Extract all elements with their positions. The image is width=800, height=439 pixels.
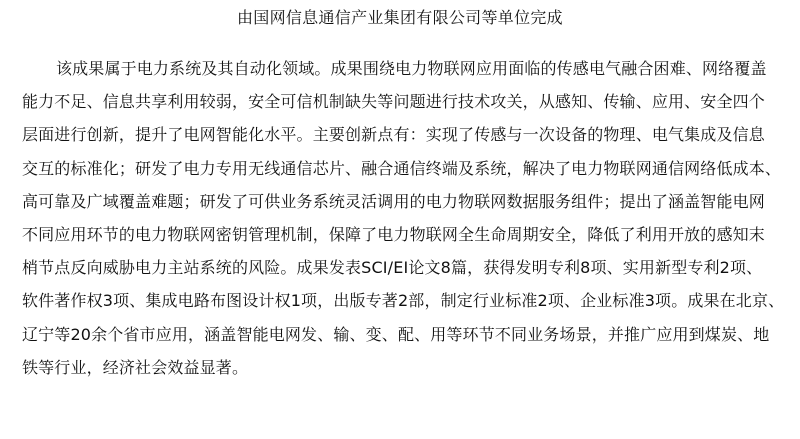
paragraph-line: 层面进行创新，提升了电网智能化水平。主要创新点有：实现了传感与一次设备的物理、电气集成及信息 <box>22 125 765 145</box>
document-title: 由国网信息通信产业集团有限公司等单位完成 <box>236 8 563 27</box>
document-body <box>22 52 785 384</box>
paragraph-line: 辽宁等20余个省市应用，涵盖智能电网发、输、变、配、用等环节不同业务场景，并推广应用到煤炭、地 <box>22 324 770 344</box>
paragraph-line: 能力不足、信息共享利用较弱，安全可信机制缺失等问题进行技术攻关，从感知、传输、应用、安全四个 <box>22 92 765 112</box>
paragraph-line: 铁等行业，经济社会效益显著。 <box>22 357 249 377</box>
paragraph-line: 梢节点反向威胁电力主站系统的风险。成果发表SCI/EI论文8篇，获得发明专利8项、实用新型专利2项、 <box>22 258 763 278</box>
paragraph-line: 不同应用环节的电力物联网密钥管理机制，保障了电力物联网全生命周期安全，降低了利用开放的感知末 <box>22 225 765 245</box>
paragraph-line: 该成果属于电力系统及其自动化领域。成果围绕电力物联网应用面临的传感电气融合困难、网络覆盖 <box>56 59 767 78</box>
paragraph-line: 软件著作权3项、集成电路布图设计权1项，出版专著2部，制定行业标准2项、企业标准3项。成果在北京、 <box>22 291 785 311</box>
paragraph-line: 交互的标准化；研发了电力专用无线通信芯片、融合通信终端及系统，解决了电力物联网通信网络低成本、 <box>22 158 782 178</box>
paragraph-line: 高可靠及广域覆盖难题；研发了可供业务系统灵活调用的电力物联网数据服务组件；提出了涵盖智能电网 <box>22 191 765 211</box>
